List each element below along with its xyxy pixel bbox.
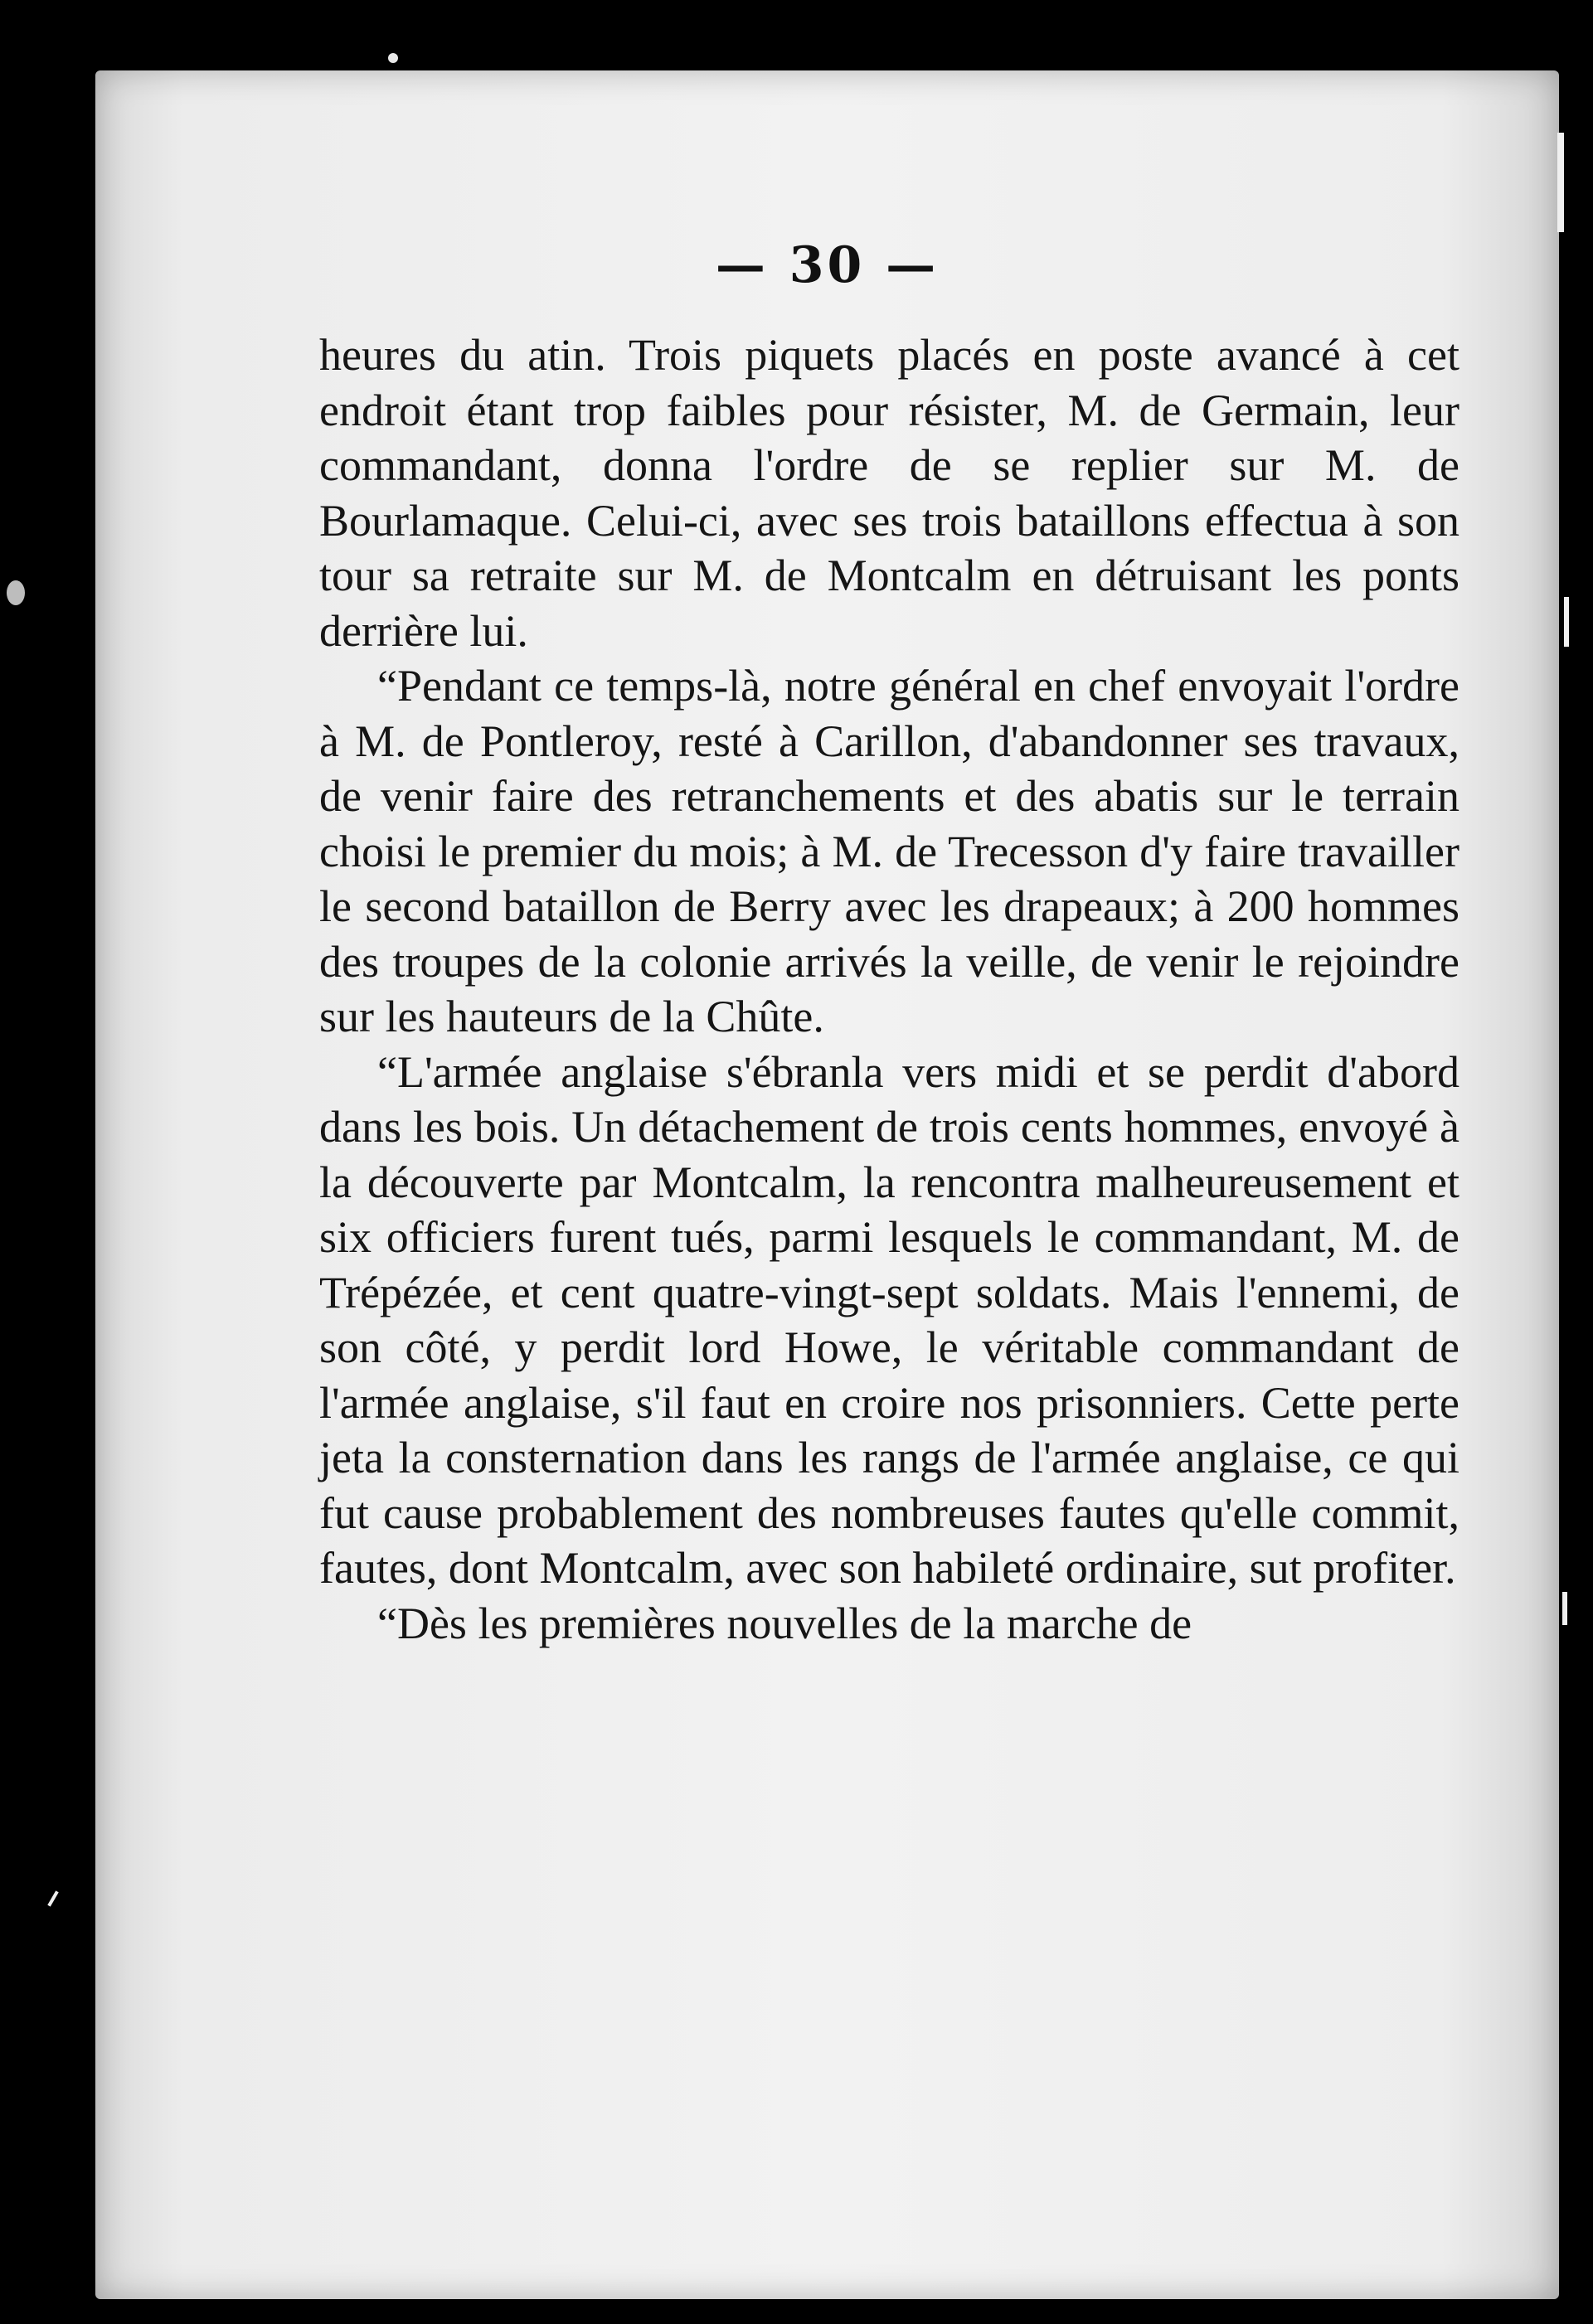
body-text xyxy=(319,327,1459,1651)
scan-speck xyxy=(7,580,25,605)
scan-edge-mark xyxy=(1557,133,1564,232)
paragraph-3: “L'armée anglaise s'ébranla vers midi et se perdit d'abord dans les bois. Un détachement de trois cents hommes, envoyé à la découverte par Montcalm, la rencontra malheureusement et six officiers furent tués, parmi lesquels le commandant, M. de Trépézée, et cent quatre-vingt-sept soldats. Mais l'ennemi, de son côté, y perdit lord Howe, le véritable commandant de l'armée anglaise, s'il faut en croire nos prisonniers. Cette perte jeta la consternation dans les rangs de l'armée anglaise, ce qui fut cause probablement des nombreuses fautes qu'elle commit, fautes, dont Montcalm, avec son habileté ordinaire, sut profiter. xyxy=(319,1046,1459,1593)
scan-speck xyxy=(388,53,398,63)
scanned-page xyxy=(95,70,1559,2299)
scan-edge-mark xyxy=(1564,597,1569,647)
paragraph-2: “Pendant ce temps-là, notre général en chef envoyait l'ordre à M. de Pontleroy, resté à Carillon, d'abandonner ses travaux, de venir faire des retranchements et des abatis sur le terrain choisi le premier du mois; à M. de Trecesson d'y faire travailler le second bataillon de Berry avec les drapeaux; à 200 hommes des troupes de la colonie arrivés la veille, de venir le rejoindre sur les hauteurs de la Chûte. xyxy=(319,661,1459,1041)
scan-edge-mark xyxy=(47,1890,58,1906)
paragraph-1: heures du atin. Trois piquets placés en poste avancé à cet endroit étant trop faibles pour résister, M. de Germain, leur commandant, donna l'ordre de se replier sur M. de Bourlamaque. Celui-ci, avec ses trois bataillons effectua à son tour sa retraite sur M. de Montcalm en détruisant les ponts derrière lui. xyxy=(319,330,1459,656)
page-number: — 30 — xyxy=(715,236,940,294)
scan-edge-mark xyxy=(1562,1592,1567,1625)
paragraph-4: “Dès les premières nouvelles de la marche de xyxy=(377,1598,1192,1648)
